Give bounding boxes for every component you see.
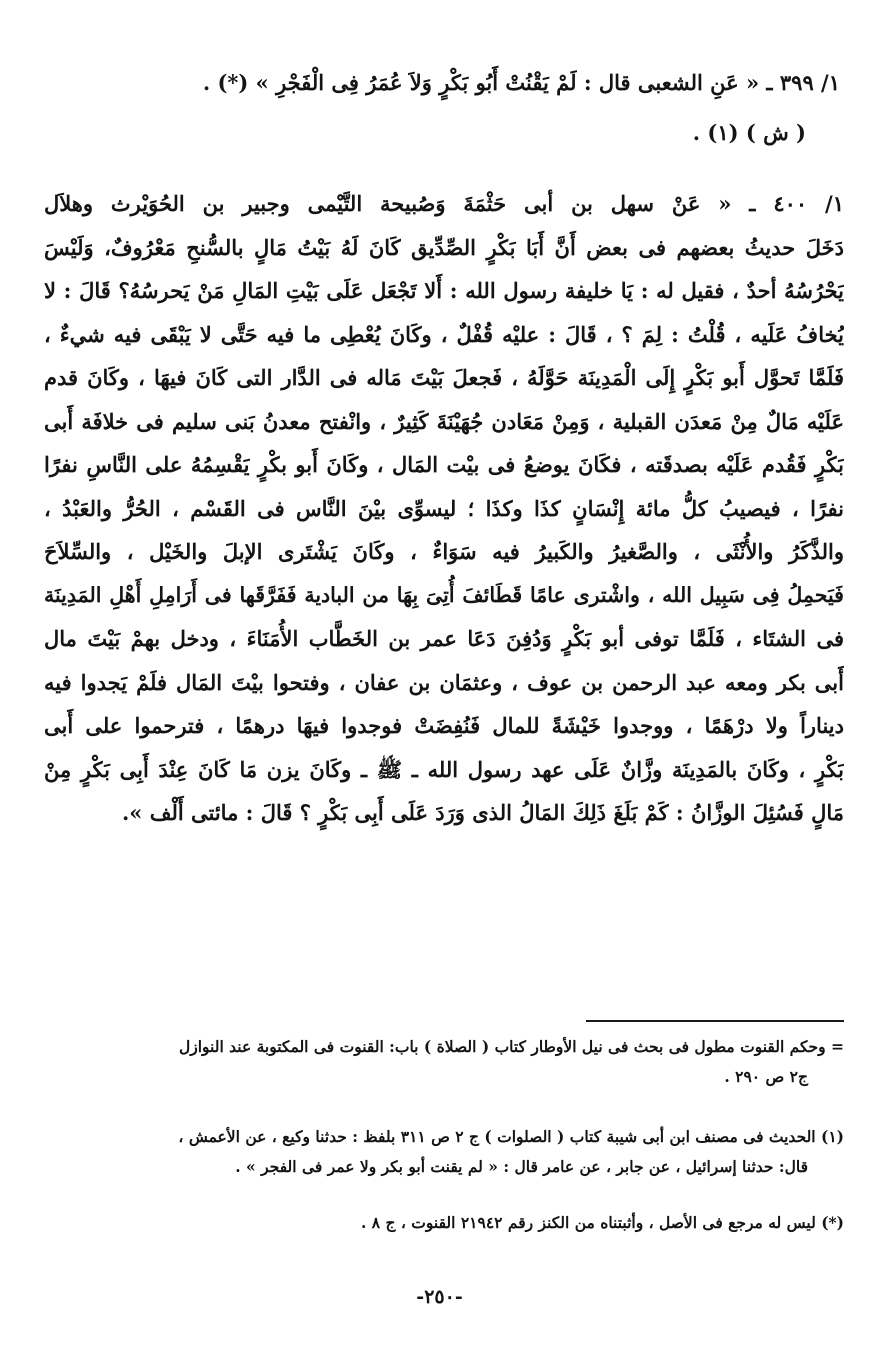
hadith-400-line-text: « عَنْ سهل بن أبى حَثْمَةَ وَصُبيحة التَّيْمى وجبير بن الحُوَيْرث وهلاَل	[44, 191, 732, 216]
main-text	[44, 58, 844, 835]
hadith-400-line: يَحْرُسُهُ أحدٌ ، فقيل له : يَا خليفة رسول الله : أَلا تَجْعَل عَلَى بَيْتِ المَالِ مَنْ يَحرسُهُ؟ قَالَ : لا	[44, 278, 844, 303]
hadith-399-source: ( ش ) (١) .	[692, 120, 806, 145]
hadith-400-line	[44, 182, 844, 226]
footnote-continuation-line: ج٢ ص ٢٩٠ .	[724, 1067, 808, 1086]
footnote-continuation-line: = وحكم القنوت مطول فى بحث فى نيل الأوطار كتاب ( الصلاة ) باب: القنوت فى المكتوبة عند النوازل	[179, 1037, 844, 1056]
hadith-400-line: فَلَمَّا تَحوَّل أَبو بَكْرٍ إِلَى الْمَدِينَة حَوَّلَهُ ، فَجعلَ بَيْتَ مَاله فى الدَّار التى كَانَ فيهَا ، وكَانَ قدم	[44, 365, 844, 390]
footnote-star-line: (*) ليس له مرجع فى الأصل ، وأثبتناه من الكنز رقم ٢١٩٤٢ القنوت ، ج ٨ .	[360, 1213, 844, 1232]
hadith-400-line: فى الشتَاء ، فَلَمَّا توفى أبو بَكْرٍ وَدُفِنَ دَعَا عمر بن الخَطَّاب الأُمَنَاءَ ، ودخل بهمْ بَيْتَ مال	[44, 626, 844, 651]
hadith-400-line: فَيَحمِلُ فِى سَبِيل الله ، واشْترى عامًا قَطَائفَ أُتِىَ بِهَا من البادية فَفَرَّقَها فى أَرَامِلِ أَهْلِ المَدِينَة	[44, 582, 844, 607]
hadith-400-number: ١/ ٤٠٠ ـ	[749, 191, 844, 216]
hadith-399-number: ١/ ٣٩٩ ـ	[766, 70, 840, 95]
footnote-continuation	[44, 1032, 844, 1092]
hadith-400-line: عَلَيْه مَالٌ مِنْ مَعدَن القبلية ، وَمِنْ مَعَادن جُهَيْنَةَ كَثِيرٌ ، وانْفتح معدنُ بَنى سليم فى خلافَة أَبى	[44, 408, 844, 434]
hadith-400-line: بَكْرٍ ، وكَانَ بالمَدِينَة وزَّانٌ عَلَى عهد رسول الله ـ ﷺ ـ وكَانَ يزن مَا كَانَ عِنْدَ أَبِى بَكْرٍ مِنْ	[44, 756, 844, 782]
footnote-divider	[586, 1020, 844, 1022]
hadith-399	[44, 58, 844, 158]
hadith-400-line: نفرًا ، فيصيبُ كلُّ مائة إِنْسَانٍ كذَا وكذَا ؛ ليسوِّى بيْنَ النَّاس فى القَسْم ، الحُرُّ والعَبْدُ ،	[44, 495, 844, 521]
hadith-400-line: ديناراً ولا درْهَمًا ، ووجدوا خَيْشَةً للمال فَنُفِضَتْ فوجدوا فيهَا درهمًا ، فترحموا على أَبى	[44, 713, 844, 738]
footnote-1-line: (١) الحديث فى مصنف ابن أبى شيبة كتاب ( الصلوات ) ج ٢ ص ٣١١ بلفظ : حدثنا وكيع ، عن الأعمش ،	[178, 1127, 844, 1146]
page-number: -٢٥٠-	[416, 1286, 463, 1308]
hadith-400	[44, 182, 844, 835]
hadith-400-line: بَكْرٍ فَقُدم عَلَيْه بصدقَته ، فكَانَ يوضعُ فى بيْت المَال ، وكَانَ أَبو بكْرٍ يَقْسِمُهُ على النَّاسِ نفرًا	[44, 452, 844, 477]
hadith-400-line: دَخَلَ حديثُ بعضهم فى بعض أَنَّ أَبَا بَكْرٍ الصِّدِّيق كَانَ لَهُ بَيْتُ مَالٍ بالسُّنحِ مَعْرُوفٌ، وَلَيْسَ	[44, 234, 844, 260]
footnote-1-line: قال: حدثنا إسرائيل ، عن جابر ، عن عامر قال : « لم يقنت أبو بكر ولا عمر فى الفجر » .	[235, 1157, 808, 1176]
footnote-1	[44, 1122, 844, 1182]
hadith-400-line: أَبى بكر ومعه عبد الرحمن بن عوف ، وعثمَان بن عفان ، وفتحوا بيْتَ المَال فلَمْ يَجدوا فيه	[44, 669, 844, 695]
hadith-399-text: « عَنِ الشعبى قال : لَمْ يَقْنُتْ أَبُو بَكْرٍ وَلاَ عُمَرُ فِى الْفَجْرِ » (*) .	[202, 70, 760, 95]
hadith-400-line: مَالٍ فَسُئِلَ الوزَّانُ : كَمْ بَلَغَ ذَلِكَ المَالُ الذى وَرَدَ عَلَى أَبِى بَكْرٍ ؟ قَالَ : مائتى أَلْف ».	[121, 800, 844, 825]
hadith-400-line: والذَّكَرُ والأُنْثَى ، والصَّغيرُ والكَبيرُ فيه سَوَاءٌ ، وكَانَ يَشْتَرى الإبلَ والخَيْل ، والسِّلاَحَ	[44, 539, 844, 564]
footnote-star	[44, 1208, 844, 1238]
hadith-400-line: يُخافُ عَلَيه ، قُلْتُ : لِمَ ؟ ، قَالَ : عليْه قُفْلٌ ، وكَانَ يُعْطِى ما فيه حَتَّى لا يَبْقَى فيه شيءٌ ،	[44, 321, 844, 347]
